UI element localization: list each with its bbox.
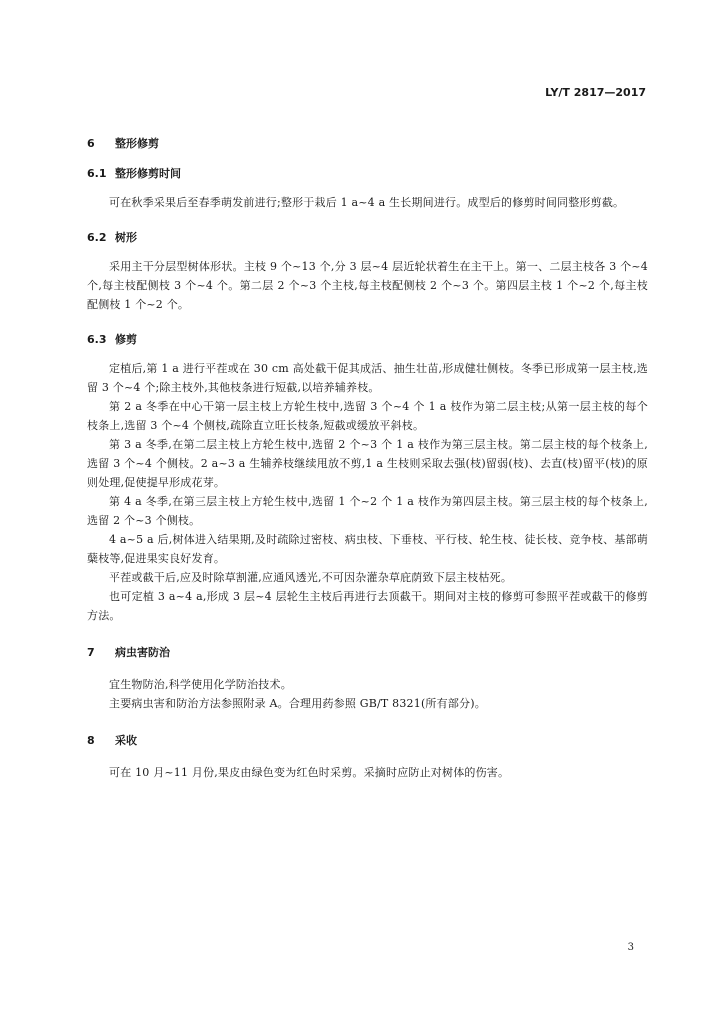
section-number: 7 — [87, 646, 95, 659]
paragraph: 可在 10 月~11 月份,果皮由绿色变为红色时采剪。采摘时应防止对树体的伤害。 — [109, 766, 510, 779]
paragraph: 第 3 a 冬季,在第二层主枝上方轮生枝中,选留 2 个~3 个 1 a 枝作为第三层主枝。第二层主枝的每个枝条上,选留 3 个~4 个侧枝。2 a~3 a 生辅养枝继续甩放不剪,1 a 生枝则采取去强(枝)留弱(枝)、去直(枝)留平(枝)的原则处理,促使提早形成花芽。 — [87, 438, 648, 489]
paragraph: 采用主干分层型树体形状。主枝 9 个~13 个,分 3 层~4 层近轮状着生在主干上。第一、二层主枝各 3 个~4 个,每主枝配侧枝 3 个~4 个。第二层 2 个~3 个主枝,每主枝配侧枝 2 个~3 个。第四层主枝 1 个~2 个,每主枝配侧枝 1 个~2 个。 — [87, 260, 648, 311]
subsection-title: 修剪 — [115, 333, 137, 346]
section-title: 病虫害防治 — [115, 646, 170, 659]
document-body — [87, 136, 648, 782]
paragraph: 平茬或截干后,应及时除草割灌,应通风透光,不可因杂灌杂草庇荫致下层主枝枯死。 — [109, 571, 513, 584]
section-number: 8 — [87, 734, 95, 747]
subsection-number: 6.1 — [87, 167, 107, 180]
paragraph: 第 4 a 冬季,在第三层主枝上方轮生枝中,选留 1 个~2 个 1 a 枝作为第四层主枝。第三层主枝的每个枝条上,选留 2 个~3 个侧枝。 — [87, 495, 648, 527]
subsection-number: 6.2 — [87, 231, 107, 244]
section-number: 6 — [87, 137, 95, 150]
section-title: 采收 — [115, 734, 137, 747]
paragraph: 可在秋季采果后至春季萌发前进行;整形于栽后 1 a~4 a 生长期间进行。成型后的修剪时间同整形剪截。 — [109, 196, 625, 209]
paragraph: 也可定植 3 a~4 a,形成 3 层~4 层轮生主枝后再进行去顶截干。期间对主枝的修剪可参照平茬或截干的修剪方法。 — [87, 590, 648, 622]
page-number: 3 — [627, 942, 634, 953]
paragraph: 宜生物防治,科学使用化学防治技术。 — [109, 678, 292, 691]
paragraph: 定植后,第 1 a 进行平茬或在 30 cm 高处截干促其成活、抽生壮苗,形成健壮侧枝。冬季已形成第一层主枝,选留 3 个~4 个;除主枝外,其他枝条进行短截,以培养辅养枝。 — [87, 362, 648, 394]
section-8-heading — [87, 733, 648, 749]
subsection-6-3-heading — [87, 332, 648, 348]
section-title: 整形修剪 — [115, 137, 159, 150]
subsection-6-2-heading — [87, 230, 648, 246]
paragraph: 主要病虫害和防治方法参照附录 A。合理用药参照 GB/T 8321(所有部分)。 — [109, 697, 486, 710]
paragraph: 第 2 a 冬季在中心干第一层主枝上方轮生枝中,选留 3 个~4 个 1 a 枝作为第二层主枝;从第一层主枝的每个枝条上,选留 3 个~4 个侧枝,疏除直立旺长枝条,短截或缓放平斜枝。 — [87, 400, 648, 432]
subsection-number: 6.3 — [87, 333, 107, 346]
subsection-6-1-heading — [87, 166, 648, 182]
section-6-heading — [87, 136, 648, 152]
standard-code: LY/T 2817—2017 — [545, 86, 646, 99]
subsection-title: 整形修剪时间 — [115, 167, 181, 180]
subsection-title: 树形 — [115, 231, 137, 244]
section-7-heading — [87, 645, 648, 661]
paragraph: 4 a~5 a 后,树体进入结果期,及时疏除过密枝、病虫枝、下垂枝、平行枝、轮生枝、徒长枝、竞争枝、基部萌蘖枝等,促进果实良好发育。 — [87, 533, 648, 565]
